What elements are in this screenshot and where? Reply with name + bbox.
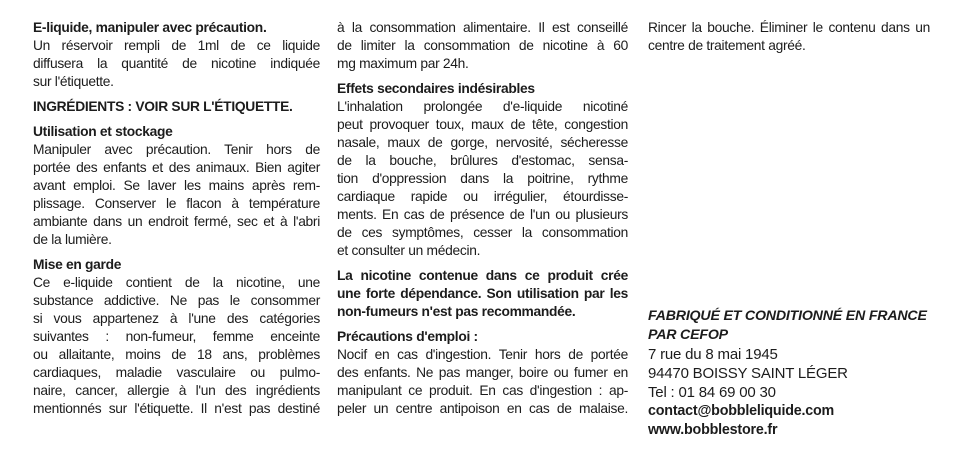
usage-storage-heading	[33, 123, 320, 141]
text-line: naire, cancer, allergie à l'un des ingrédients	[33, 383, 320, 398]
text-line: cardiaques, maladie vasculaire ou pulmo-	[33, 365, 320, 380]
text-line: ments. En cas de présence de l'un ou plusieurs	[337, 207, 628, 222]
text-line: nasale, maux de gorge, nervosité, sécheresse	[337, 135, 628, 150]
text-line: peut provoquer toux, maux de tête, congestion	[337, 117, 628, 132]
usage-storage-paragraph	[33, 141, 320, 249]
text-line: tion d'oppression dans la poitrine, rythme	[337, 171, 628, 186]
column-1	[33, 19, 320, 450]
text-line: mg maximum par 24h.	[337, 56, 469, 71]
text-line: ou allaitante, moins de 18 ans, problèmes	[33, 347, 320, 362]
text-line: Un réservoir rempli de 1ml de ce liquide	[33, 38, 320, 53]
text-line: de la lumière.	[33, 232, 112, 247]
text-line: La nicotine contenue dans ce produit crée	[337, 268, 628, 283]
text-line: Ce e-liquide contient de la nicotine, une	[33, 275, 320, 290]
handling-warning-heading	[33, 19, 320, 37]
text-line: non-fumeurs n'est pas recommandée.	[337, 304, 576, 319]
text-line: ambiante dans un endroit fermé, sec et à l'abri	[33, 214, 320, 229]
text-line: L'inhalation prolongée d'e-liquide nicotiné	[337, 99, 628, 114]
column-2	[337, 19, 628, 450]
text-line: plissage. Conserver le flacon à température	[33, 196, 320, 211]
manufacturer-heading	[648, 307, 930, 345]
text-line: diffusera la quantité de nicotine indiquée	[33, 56, 320, 71]
text-line: une forte dépendance. Son utilisation par les	[337, 286, 628, 301]
precautions-heading	[337, 328, 628, 346]
side-effects-heading	[337, 80, 628, 98]
manufacturer-address	[648, 345, 930, 402]
text-line: de limiter la consommation de nicotine à 60	[337, 38, 628, 53]
text-line: portée des enfants et des animaux. Bien agiter	[33, 160, 320, 175]
precautions-paragraph	[337, 346, 628, 418]
text-line: PAR CEFOP	[648, 327, 728, 343]
text-line: E-liquide, manipuler avec précaution.	[33, 20, 267, 35]
text-line: www.bobblestore.fr	[648, 422, 778, 438]
manufacturer-contact	[648, 402, 930, 440]
caution-heading	[33, 256, 320, 274]
text-line: centre de traitement agréé.	[648, 38, 806, 53]
text-line: Manipuler avec précaution. Tenir hors de	[33, 142, 320, 157]
text-line: contact@bobbleliquide.com	[648, 403, 835, 419]
caution-paragraph-continued	[337, 19, 628, 73]
dependence-warning-paragraph	[337, 267, 628, 321]
reservoir-paragraph	[33, 37, 320, 91]
precautions-paragraph-continued	[648, 19, 930, 55]
text-line: Rincer la bouche. Éliminer le contenu dans un	[648, 20, 930, 35]
text-line: si vous appartenez à l'une des catégories	[33, 311, 320, 326]
text-line: de la bouche, brûlures d'estomac, sensa-	[337, 153, 628, 168]
text-line: Tel : 01 84 69 00 30	[648, 384, 776, 401]
text-line: à la consommation alimentaire. Il est conseillé	[337, 20, 628, 35]
text-line: des enfants. Ne pas manger, boire ou fumer en	[337, 365, 628, 380]
text-line: 94470 BOISSY SAINT LÉGER	[648, 365, 848, 382]
text-line: Effets secondaires indésirables	[337, 81, 535, 96]
text-line: de ces symptômes, cesser la consommation	[337, 225, 628, 240]
text-line: Utilisation et stockage	[33, 124, 173, 139]
text-line: cardiaque rapide ou irrégulier, étourdisse-	[337, 189, 628, 204]
text-line: mentionnés sur l'étiquette. Il n'est pas destiné	[33, 401, 320, 416]
text-line: Mise en garde	[33, 257, 122, 272]
text-line: sur l'étiquette.	[33, 74, 114, 89]
ingredients-heading	[33, 98, 320, 116]
side-effects-paragraph	[337, 98, 628, 260]
text-line: Nocif en cas d'ingestion. Tenir hors de portée	[337, 347, 628, 362]
caution-paragraph	[33, 274, 320, 418]
text-line: INGRÉDIENTS : VOIR SUR L'ÉTIQUETTE.	[33, 99, 293, 114]
text-line: et consulter un médecin.	[337, 243, 481, 258]
text-line: avant emploi. Se laver les mains après rem-	[33, 178, 320, 193]
text-line: 7 rue du 8 mai 1945	[648, 346, 778, 363]
text-line: manipulant ce produit. En cas d'ingestion : ap-	[337, 383, 628, 398]
text-line: Précautions d'emploi :	[337, 329, 478, 344]
text-line: substance addictive. Ne pas le consommer	[33, 293, 320, 308]
text-line: FABRIQUÉ ET CONDITIONNÉ EN FRANCE	[648, 308, 927, 324]
column-3	[648, 19, 930, 450]
text-line: peler un centre antipoison en cas de malaise.	[337, 401, 628, 416]
text-line: suivantes : non-fumeur, femme enceinte	[33, 329, 320, 344]
